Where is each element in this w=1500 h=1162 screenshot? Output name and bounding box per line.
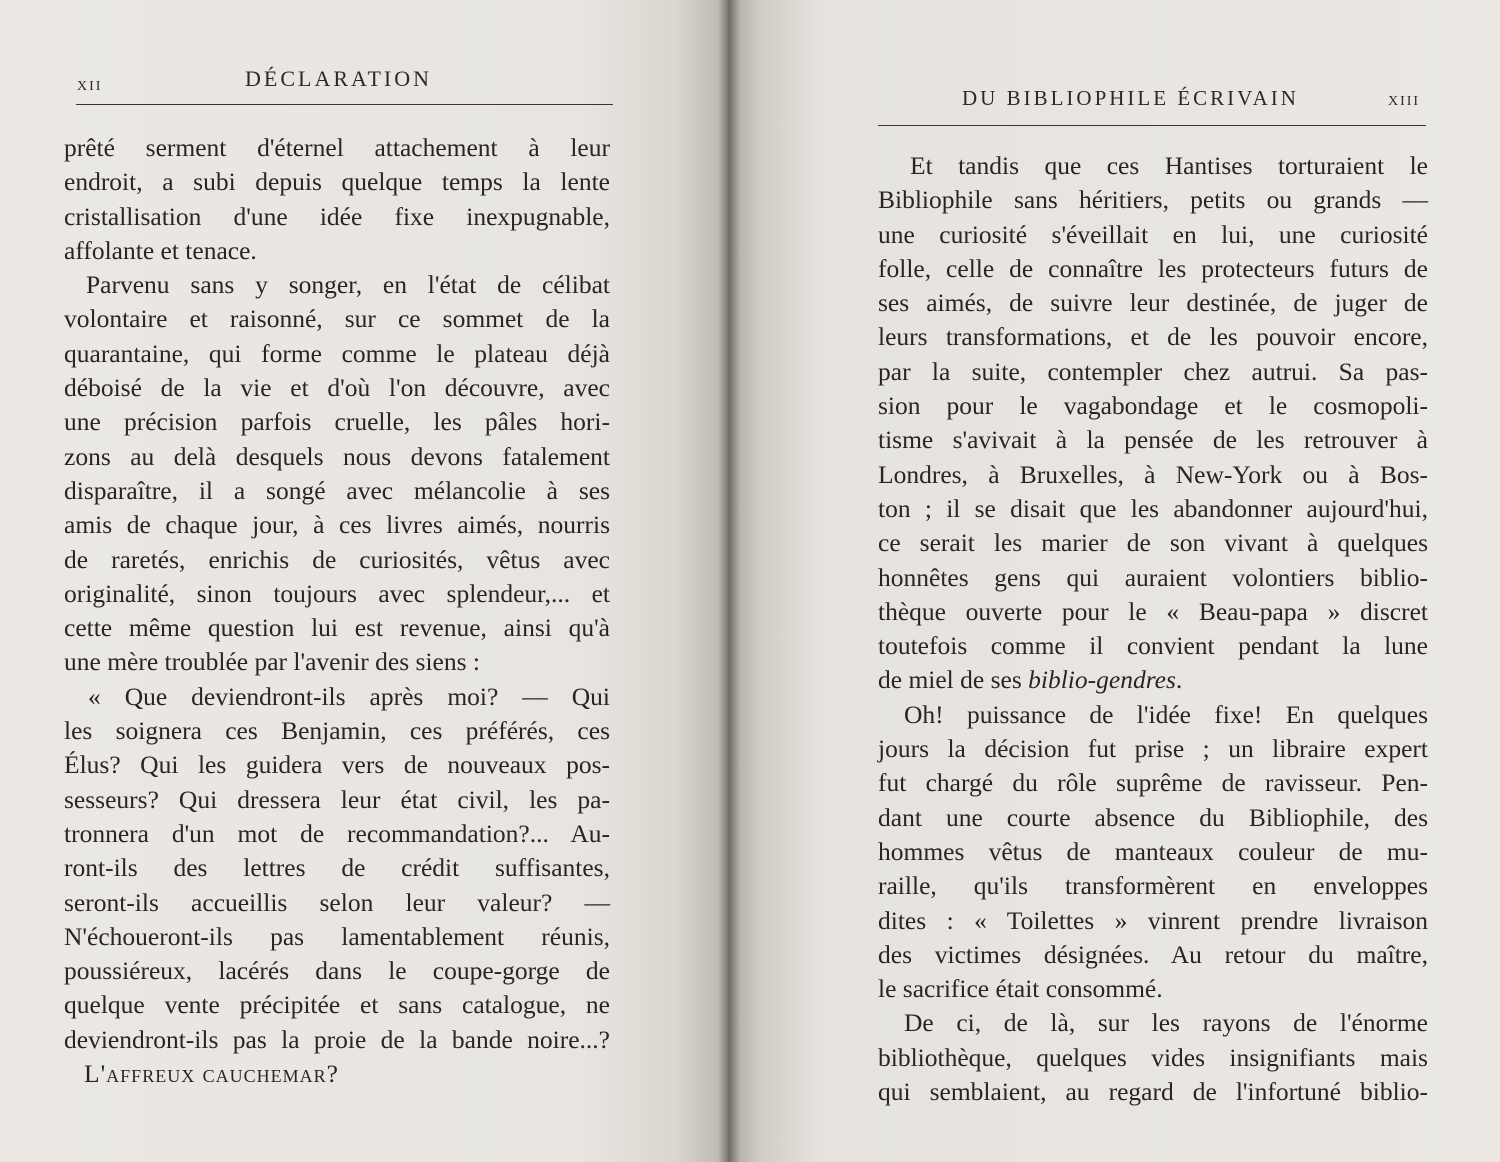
- text-run: .: [1175, 665, 1183, 695]
- text-line: prêté serment d'éternel attachement à leur: [64, 133, 610, 162]
- text-line: tisme s'avivait à la pensée de les retrouver à: [878, 425, 1428, 455]
- text-line: déboisé de la vie et d'où l'on découvre, avec: [64, 373, 610, 403]
- text-line: jours la décision fut prise ; un libraire expert: [878, 734, 1428, 764]
- text-line: poussiéreux, lacérés dans le coupe-gorge de: [64, 956, 610, 986]
- text-line: sion pour le vagabondage et le cosmopoli-: [878, 391, 1428, 421]
- left-running-head: DÉCLARATION: [245, 66, 432, 91]
- text-line: zons au delà desquels nous devons fatalement: [64, 441, 610, 471]
- right-header-rule: [878, 125, 1426, 126]
- text-line: une mère troublée par l'avenir des siens :: [64, 647, 480, 677]
- text-line: N'échoueront-ils pas lamentablement réunis,: [64, 921, 610, 951]
- text-line: fut chargé du rôle suprême de ravisseur. Pen-: [878, 768, 1428, 798]
- text-line: par la suite, contempler chez autrui. Sa pas-: [878, 356, 1428, 386]
- text-line: tronnera d'un mot de recommandation?... Au-: [64, 818, 610, 848]
- paragraph-start-line: Et tandis que ces Hantises torturaient le: [910, 151, 1428, 180]
- text-line: une curiosité s'éveillait en lui, une curiosité: [878, 219, 1428, 249]
- text-line: Bibliophile sans héritiers, petits ou grands —: [878, 185, 1428, 215]
- right-page: [728, 0, 1500, 1162]
- paragraph-start-line: Parvenu sans y songer, en l'état de célibat: [86, 270, 610, 300]
- text-line: bibliothèque, quelques vides insignifiants mais: [878, 1042, 1428, 1072]
- text-line: volontaire et raisonné, sur ce sommet de la: [64, 304, 610, 334]
- text-line: de raretés, enrichis de curiosités, vêtus avec: [64, 544, 610, 574]
- text-line: ce serait les marier de son vivant à quelques: [878, 528, 1428, 558]
- paragraph-start-line: De ci, de là, sur les rayons de l'énorme: [904, 1008, 1428, 1038]
- text-line: cristallisation d'une idée fixe inexpugnable,: [64, 201, 610, 231]
- text-line: amis de chaque jour, à ces livres aimés, nourris: [64, 510, 610, 540]
- text-line: quelque vente précipitée et sans catalogue, ne: [64, 990, 610, 1020]
- right-running-head: DU BIBLIOPHILE ÉCRIVAIN: [962, 86, 1299, 110]
- paragraph-start-line: Oh! puissance de l'idée fixe! En quelques: [904, 699, 1428, 729]
- text-line: originalité, sinon toujours avec splendeur,... et: [64, 578, 610, 608]
- text-line: les soignera ces Benjamin, ces préférés, ces: [64, 716, 610, 746]
- text-line: thèque ouverte pour le « Beau-papa » discret: [878, 596, 1428, 626]
- text-line: honnêtes gens qui auraient volontiers biblio-: [878, 562, 1428, 592]
- text-line: dant une courte absence du Bibliophile, des: [878, 802, 1428, 832]
- italic-term: biblio-gendres: [1028, 665, 1176, 695]
- text-run: de miel de ses: [878, 665, 1022, 695]
- text-line: seront-ils accueillis selon leur valeur? —: [64, 887, 610, 917]
- text-line: quarantaine, qui forme comme le plateau déjà: [64, 338, 610, 368]
- left-folio: XII: [77, 79, 103, 94]
- text-line: Londres, à Bruxelles, à New-York ou à Bos-: [878, 459, 1428, 489]
- text-line: ront-ils des lettres de crédit suffisantes,: [64, 853, 610, 883]
- text-line: toutefois comme il convient pendant la lune: [878, 631, 1428, 661]
- text-line: leurs transformations, et de les pouvoir encore,: [878, 322, 1428, 352]
- left-page-text: [64, 131, 610, 1091]
- text-line: sesseurs? Qui dressera leur état civil, les pa-: [64, 784, 610, 814]
- text-line: cette même question lui est revenue, ainsi qu'à: [64, 613, 610, 643]
- text-line: affolante et tenace.: [64, 235, 257, 265]
- left-header-rule: [76, 104, 613, 105]
- text-line: une précision parfois cruelle, les pâles hori-: [64, 407, 610, 437]
- paragraph-start-line: « Que deviendront-ils après moi? — Qui: [88, 681, 610, 711]
- text-line: endroit, a subi depuis quelque temps la lente: [64, 167, 610, 197]
- text-line: hommes vêtus de manteaux couleur de mu-: [878, 836, 1428, 866]
- text-line: qui semblaient, au regard de l'infortuné biblio-: [878, 1077, 1428, 1107]
- right-page-text: [878, 149, 1428, 1109]
- text-line: ton ; il se disait que les abandonner aujourd'hui,: [878, 493, 1428, 523]
- text-line: ses aimés, de suivre leur destinée, de juger de: [878, 288, 1428, 318]
- right-folio: XIII: [1388, 94, 1421, 109]
- text-line: disparaître, il a songé avec mélancolie à ses: [64, 475, 610, 505]
- text-line: deviendront-ils pas la proie de la bande noire...?: [64, 1024, 610, 1054]
- text-line: Élus? Qui les guidera vers de nouveaux pos-: [64, 750, 610, 780]
- text-line: le sacrifice était consommé.: [878, 974, 1163, 1004]
- text-line: dites : « Toilettes » vinrent prendre livraison: [878, 905, 1428, 935]
- left-page: [0, 0, 728, 1162]
- text-line: folle, celle de connaître les protecteurs futurs de: [878, 253, 1428, 283]
- text-line: [878, 663, 1428, 697]
- book-gutter: [718, 0, 740, 1162]
- text-line: des victimes désignées. Au retour du maître,: [878, 939, 1428, 969]
- closing-line: L'affreux cauchemar?: [84, 1059, 339, 1089]
- text-line: raille, qu'ils transformèrent en enveloppes: [878, 871, 1428, 901]
